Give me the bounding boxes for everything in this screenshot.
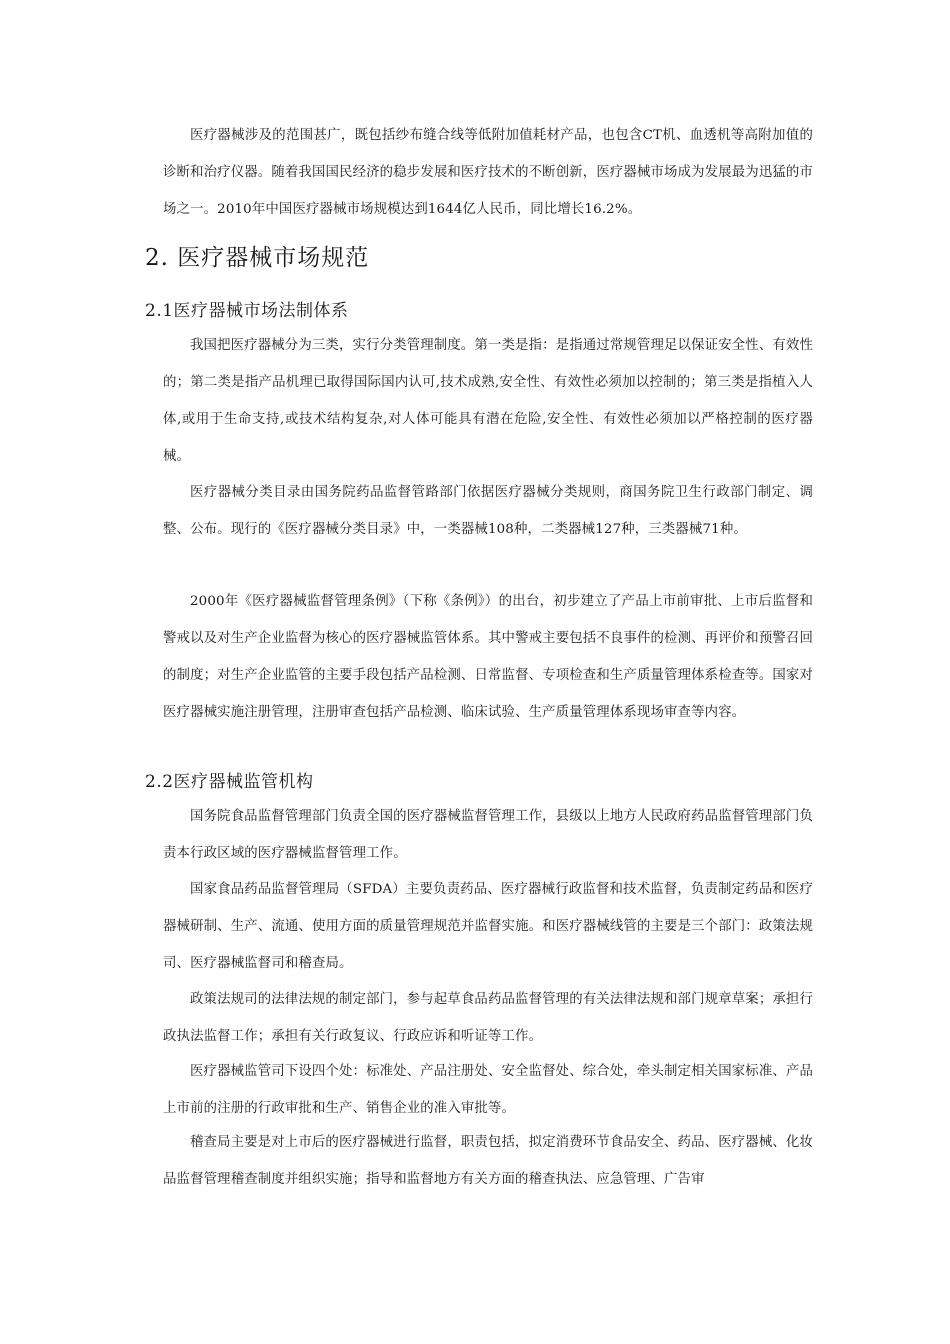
section-2-heading: 2. 医疗器械市场规范 (145, 245, 370, 271)
section-2-1-paragraph-3: 2000年《医疗器械监督管理条例》（下称《条例》）的出台，初步建立了产品上市前审批、上市后监督和警戒以及对生产企业监督为核心的医疗器械监管体系。其中警戒主要包括不良事件的检测、再评价和预警召回的制度；对生产企业监管的主要手段包括产品检测、日常监督、专项检查和生产质量管理体系检查等。国家对医疗器械实施注册管理，注册审查包括产品检测、临床试验、生产质量管理体系现场审查等内容。 (163, 594, 813, 720)
section-2-1-paragraph-2: 医疗器械分类目录由国务院药品监督管路部门依据医疗器械分类规则，商国务院卫生行政部门制定、调整、公布。现行的《医疗器械分类目录》中，一类器械108种，二类器械127种，三类器械71种。 (163, 485, 813, 537)
section-2-1-paragraph-1: 我国把医疗器械分为三类，实行分类管理制度。第一类是指：是指通过常规管理足以保证安全性、有效性的；第二类是指产品机理已取得国际国内认可,技术成熟,安全性、有效性必须加以控制的；第三类是指植入人体,或用于生命支持,或技术结构复杂,对人体可能具有潜在危险,安全性、有效性必须加以严格控制的医疗器械。 (163, 338, 813, 464)
section-2-2-paragraph-2: 国家食品药品监督管理局（SFDA）主要负责药品、医疗器械行政监督和技术监督，负责制定药品和医疗器械研制、生产、流通、使用方面的质量管理规范并监督实施。和医疗器械线管的主要是三个部门：政策法规司、医疗器械监督司和稽查局。 (163, 882, 813, 971)
section-2-2-paragraph-4: 医疗器械监管司下设四个处：标准处、产品注册处、安全监督处、综合处，牵头制定相关国家标准、产品上市前的注册的行政审批和生产、销售企业的准入审批等。 (163, 1064, 813, 1116)
section-2-1-heading: 2.1医疗器械市场法制体系 (145, 301, 349, 321)
section-2-2-paragraph-1: 国务院食品监督管理部门负责全国的医疗器械监督管理工作，县级以上地方人民政府药品监督管理部门负责本行政区域的医疗器械监督管理工作。 (163, 809, 813, 861)
section-2-2-heading: 2.2医疗器械监管机构 (145, 772, 314, 792)
section-2-2-paragraph-3: 政策法规司的法律法规的制定部门，参与起草食品药品监督管理的有关法律法规和部门规章草案；承担行政执法监督工作；承担有关行政复议、行政应诉和听证等工作。 (163, 992, 813, 1044)
intro-paragraph: 医疗器械涉及的范围甚广，既包括纱布缝合线等低附加值耗材产品，也包含CT机、血透机等高附加值的诊断和治疗仪器。随着我国国民经济的稳步发展和医疗技术的不断创新，医疗器械市场成为发展最为迅猛的市场之一。2010年中国医疗器械市场规模达到1644亿人民币，同比增长16.2%。 (163, 128, 813, 217)
section-2-2-paragraph-5: 稽查局主要是对上市后的医疗器械进行监督，职责包括，拟定消费环节食品安全、药品、医疗器械、化妆品监督管理稽查制度并组织实施；指导和监督地方有关方面的稽查执法、应急管理、广告审 (163, 1135, 813, 1187)
